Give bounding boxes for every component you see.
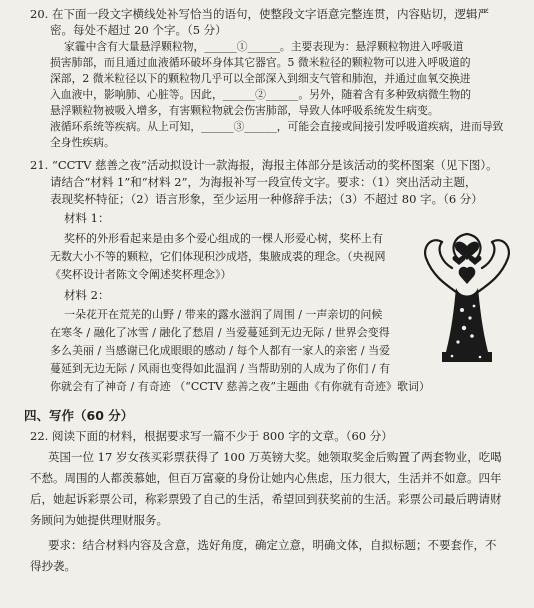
- lyrics-line-2: 在寒冬 / 融化了冰雪 / 融化了愁眉 / 当爱蔓延到无边无际 / 世界会变得: [50, 326, 390, 339]
- material-1-line-1: 奖杯的外形看起来是由多个爱心组成的一棵人形爱心树，奖杯上有: [64, 232, 383, 245]
- q22-line-1: 22. 阅读下面的材料，根据要求写一篇不少于 800 字的文章。（60 分）: [30, 429, 393, 443]
- lyrics-line-5: 你就会有了神奇 / 有奇迹 （“CCTV 慈善之夜”主题曲《有你就有奇迹》歌词）: [50, 380, 431, 393]
- material-1-line-2: 无数大小不等的颗粒，它们体现积沙成塔，集腋成裘的理念。（央视网: [50, 250, 386, 263]
- q20-line-2: 密。每处不超过 20 个字。（5 分）: [50, 23, 227, 37]
- section-header: 四、写作（60 分）: [24, 408, 134, 423]
- q22-line-5: 务顾问为她提供理财服务。: [30, 513, 168, 527]
- q20-line-8: 液循环系统等疾病。从上可知，______③______，可能会直接或间接引发呼吸道疾病，进而导致: [50, 120, 504, 133]
- q22-line-3: 不愁。周围的人都羡慕她，但百万富豪的身份让她内心焦虑，压力很大，生活并不如意。四年: [30, 471, 502, 485]
- q20-line-9: 全身性疾病。: [50, 136, 115, 149]
- q20-line-4: 损害肺部，而且通过血液循环破坏身体其它器官。5 微米粒径的颗粒物可以进入呼吸道的: [50, 56, 471, 69]
- lyrics-line-3: 多么美丽 / 当感谢已化成眼眼的感动 / 每个人都有一家人的亲密 / 当爱: [50, 344, 391, 357]
- q20-line-5: 深部，2 微米粒径以下的颗粒物几乎可以全部深入到细支气管和肺泡，并通过血氧交换进: [50, 72, 471, 85]
- q22-line-2: 英国一位 17 岁女孩买彩票获得了 100 万英镑大奖。她领取奖金后购置了两套物业，吃喝: [48, 450, 502, 464]
- trophy-image: [412, 228, 522, 368]
- q20-line-1: 20. 在下面一段文字横线处补写恰当的语句，使整段文字语意完整连贯，内容贴切，逻辑严: [30, 7, 489, 21]
- lyrics-line-4: 蔓延到无边无际 / 风雨也变得如此温润 / 当帮助别的人成为了你们 / 有: [50, 362, 391, 375]
- q20-line-3: 家霾中含有大量悬浮颗粒物，______①______。主要表现为：悬浮颗粒物进入呼吸道: [64, 40, 464, 53]
- q20-line-7: 悬浮颗粒物被吸入增多，有害颗粒物就会伤害肺部，导致人体呼吸系统发生病变。: [50, 104, 439, 117]
- q22-line-4: 后，她起诉彩票公司，称彩票毁了自己的生活，希望回到获奖前的生活。彩票公司最后聘请财: [30, 492, 502, 506]
- q22-requirement-2: 得抄袭。: [30, 559, 76, 573]
- material-1-label: 材料 1：: [64, 211, 110, 225]
- q21-line-3: 表现奖杯特征；（2）语言形象，至少运用一种修辞手法；（3）不超过 80 字。（6 分）: [50, 192, 483, 206]
- material-2-label: 材料 2：: [64, 288, 110, 302]
- q21-line-2: 请结合“材料 1”和“材料 2”，为海报补写一段宣传文字。要求：（1）突出活动主题，: [50, 175, 477, 189]
- q21-line-1: 21. “CCTV 慈善之夜”活动拟设计一款海报，海报主体部分是该活动的奖杯图案（见下图）。: [30, 158, 498, 172]
- lyrics-line-1: 一朵花开在荒芜的山野 / 带来的露水滋润了周围 / 一声亲切的问候: [64, 308, 383, 321]
- q22-requirement-1: 要求：结合材料内容及含意，选好角度，确定立意，明确文体，自拟标题；不要套作，不: [48, 538, 497, 552]
- q20-line-6: 入血液中，影响肺、心脏等。因此，______②______。另外，随着含有多种致病微生物的: [50, 88, 472, 101]
- material-1-source: 《奖杯设计者陈文令阐述奖杯理念》）: [50, 268, 232, 281]
